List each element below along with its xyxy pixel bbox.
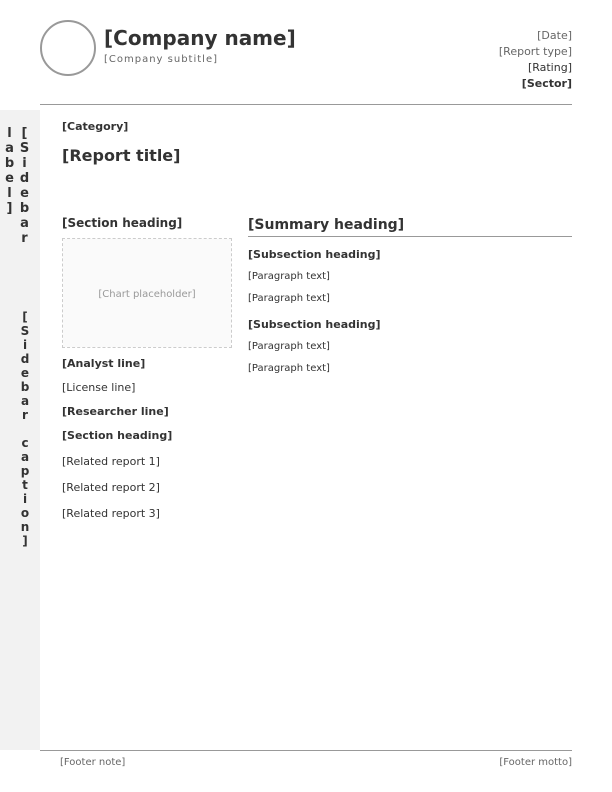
analyst-line: [Analyst line] — [62, 357, 146, 370]
page-footer — [40, 750, 572, 781]
license-line: [License line] — [62, 381, 136, 394]
related-report-item: [Related report 3] — [62, 507, 160, 520]
sector-label: [Sector] — [521, 77, 572, 90]
report-title: [Report title] — [62, 146, 181, 165]
company-logo-icon — [40, 20, 96, 76]
summary-paragraph: [Paragraph text] — [248, 341, 330, 352]
report-type: [Report type] — [498, 45, 572, 58]
summary-subheading: [Subsection heading] — [248, 248, 381, 261]
summary-subheading: [Subsection heading] — [248, 318, 381, 331]
footer-motto: [Footer motto] — [499, 757, 572, 768]
brand-subname: [Company subtitle] — [104, 54, 219, 65]
report-date: [Date] — [537, 29, 572, 42]
summary-paragraph: [Paragraph text] — [248, 363, 330, 374]
related-heading: [Section heading] — [62, 429, 173, 442]
sidebar-caption: [Sidebar caption] — [18, 310, 32, 548]
left-sidebar — [0, 110, 40, 750]
summary-paragraph: [Paragraph text] — [248, 293, 330, 304]
rating-label: [Rating] — [527, 61, 572, 74]
report-meta — [412, 28, 572, 92]
report-header — [0, 0, 612, 110]
related-report-item: [Related report 1] — [62, 455, 160, 468]
trend-chart-placeholder — [62, 238, 232, 348]
summary-heading: [Summary heading] — [248, 214, 572, 237]
related-report-item: [Related report 2] — [62, 481, 160, 494]
summary-column — [248, 214, 572, 734]
left-column — [62, 214, 232, 734]
header-divider — [40, 104, 572, 105]
chart-placeholder-graphic — [63, 239, 231, 347]
report-category: [Category] — [62, 120, 129, 133]
brand-name: [Company name] — [104, 26, 296, 50]
trend-heading: [Section heading] — [62, 216, 183, 230]
researcher-line: [Researcher line] — [62, 405, 169, 418]
footer-disclaimer: [Footer note] — [60, 757, 126, 768]
sidebar-label: [Sidebar label] — [2, 126, 32, 246]
chart-placeholder-text: [Chart placeholder] — [98, 289, 196, 300]
summary-paragraph: [Paragraph text] — [248, 271, 330, 282]
